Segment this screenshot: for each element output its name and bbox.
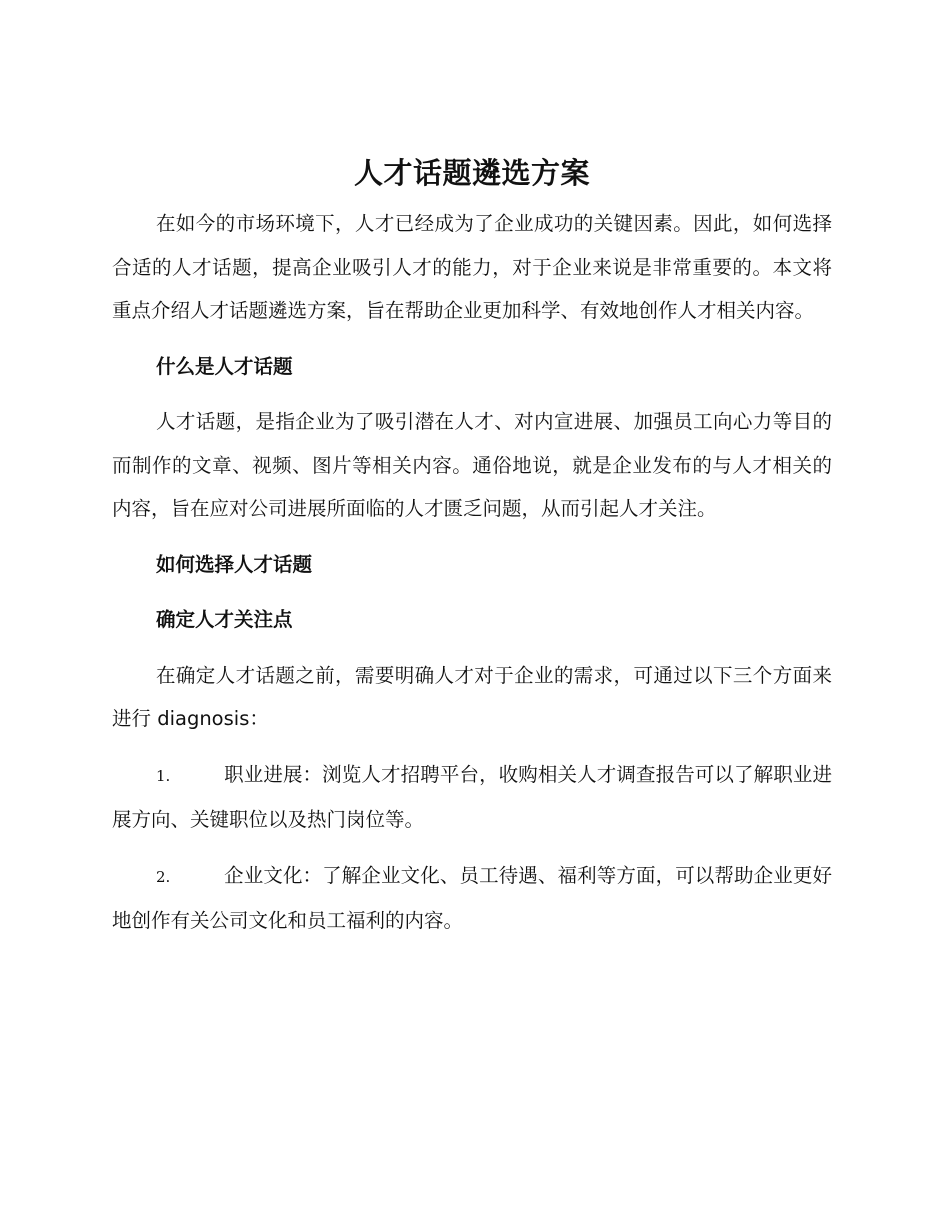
intro-paragraph: 在如今的市场环境下，人才已经成为了企业成功的关键因素。因此，如何选择合适的人才话题，提高企业吸引人才的能力，对于企业来说是非常重要的。本文将重点介绍人才话题遴选方案，旨在帮助企业更加科学、有效地创作人才相关内容。	[112, 212, 832, 322]
list-item-number: 2.	[156, 867, 171, 886]
document-title: 人才话题遴选方案	[353, 156, 590, 190]
subsection-heading-focus: 确定人才关注点	[156, 608, 293, 631]
section-heading-what-is: 什么是人才话题	[156, 354, 293, 378]
definition-paragraph: 人才话题，是指企业为了吸引潜在人才、对内宣进展、加强员工向心力等目的而制作的文章、视频、图片等相关内容。通俗地说，就是企业发布的与人才相关的内容，旨在应对公司进展所面临的人才匮乏问题，从而引起人才关注。	[112, 410, 832, 520]
list-item-text: 企业文化：了解企业文化、员工待遇、福利等方面，可以帮助企业更好地创作有关公司文化和员工福利的内容。	[112, 863, 832, 932]
document-page	[112, 150, 832, 955]
list-item	[112, 753, 832, 842]
list-item	[112, 854, 832, 943]
section-heading-how-to-choose: 如何选择人才话题	[156, 552, 313, 576]
list-item-number: 1.	[156, 766, 171, 785]
list-item-text: 职业进展：浏览人才招聘平台，收购相关人才调查报告可以了解职业进展方向、关键职位以及热门岗位等。	[112, 762, 832, 831]
diagnosis-paragraph: 在确定人才话题之前，需要明确人才对于企业的需求，可通过以下三个方面来进行 diagnosis：	[112, 663, 832, 730]
